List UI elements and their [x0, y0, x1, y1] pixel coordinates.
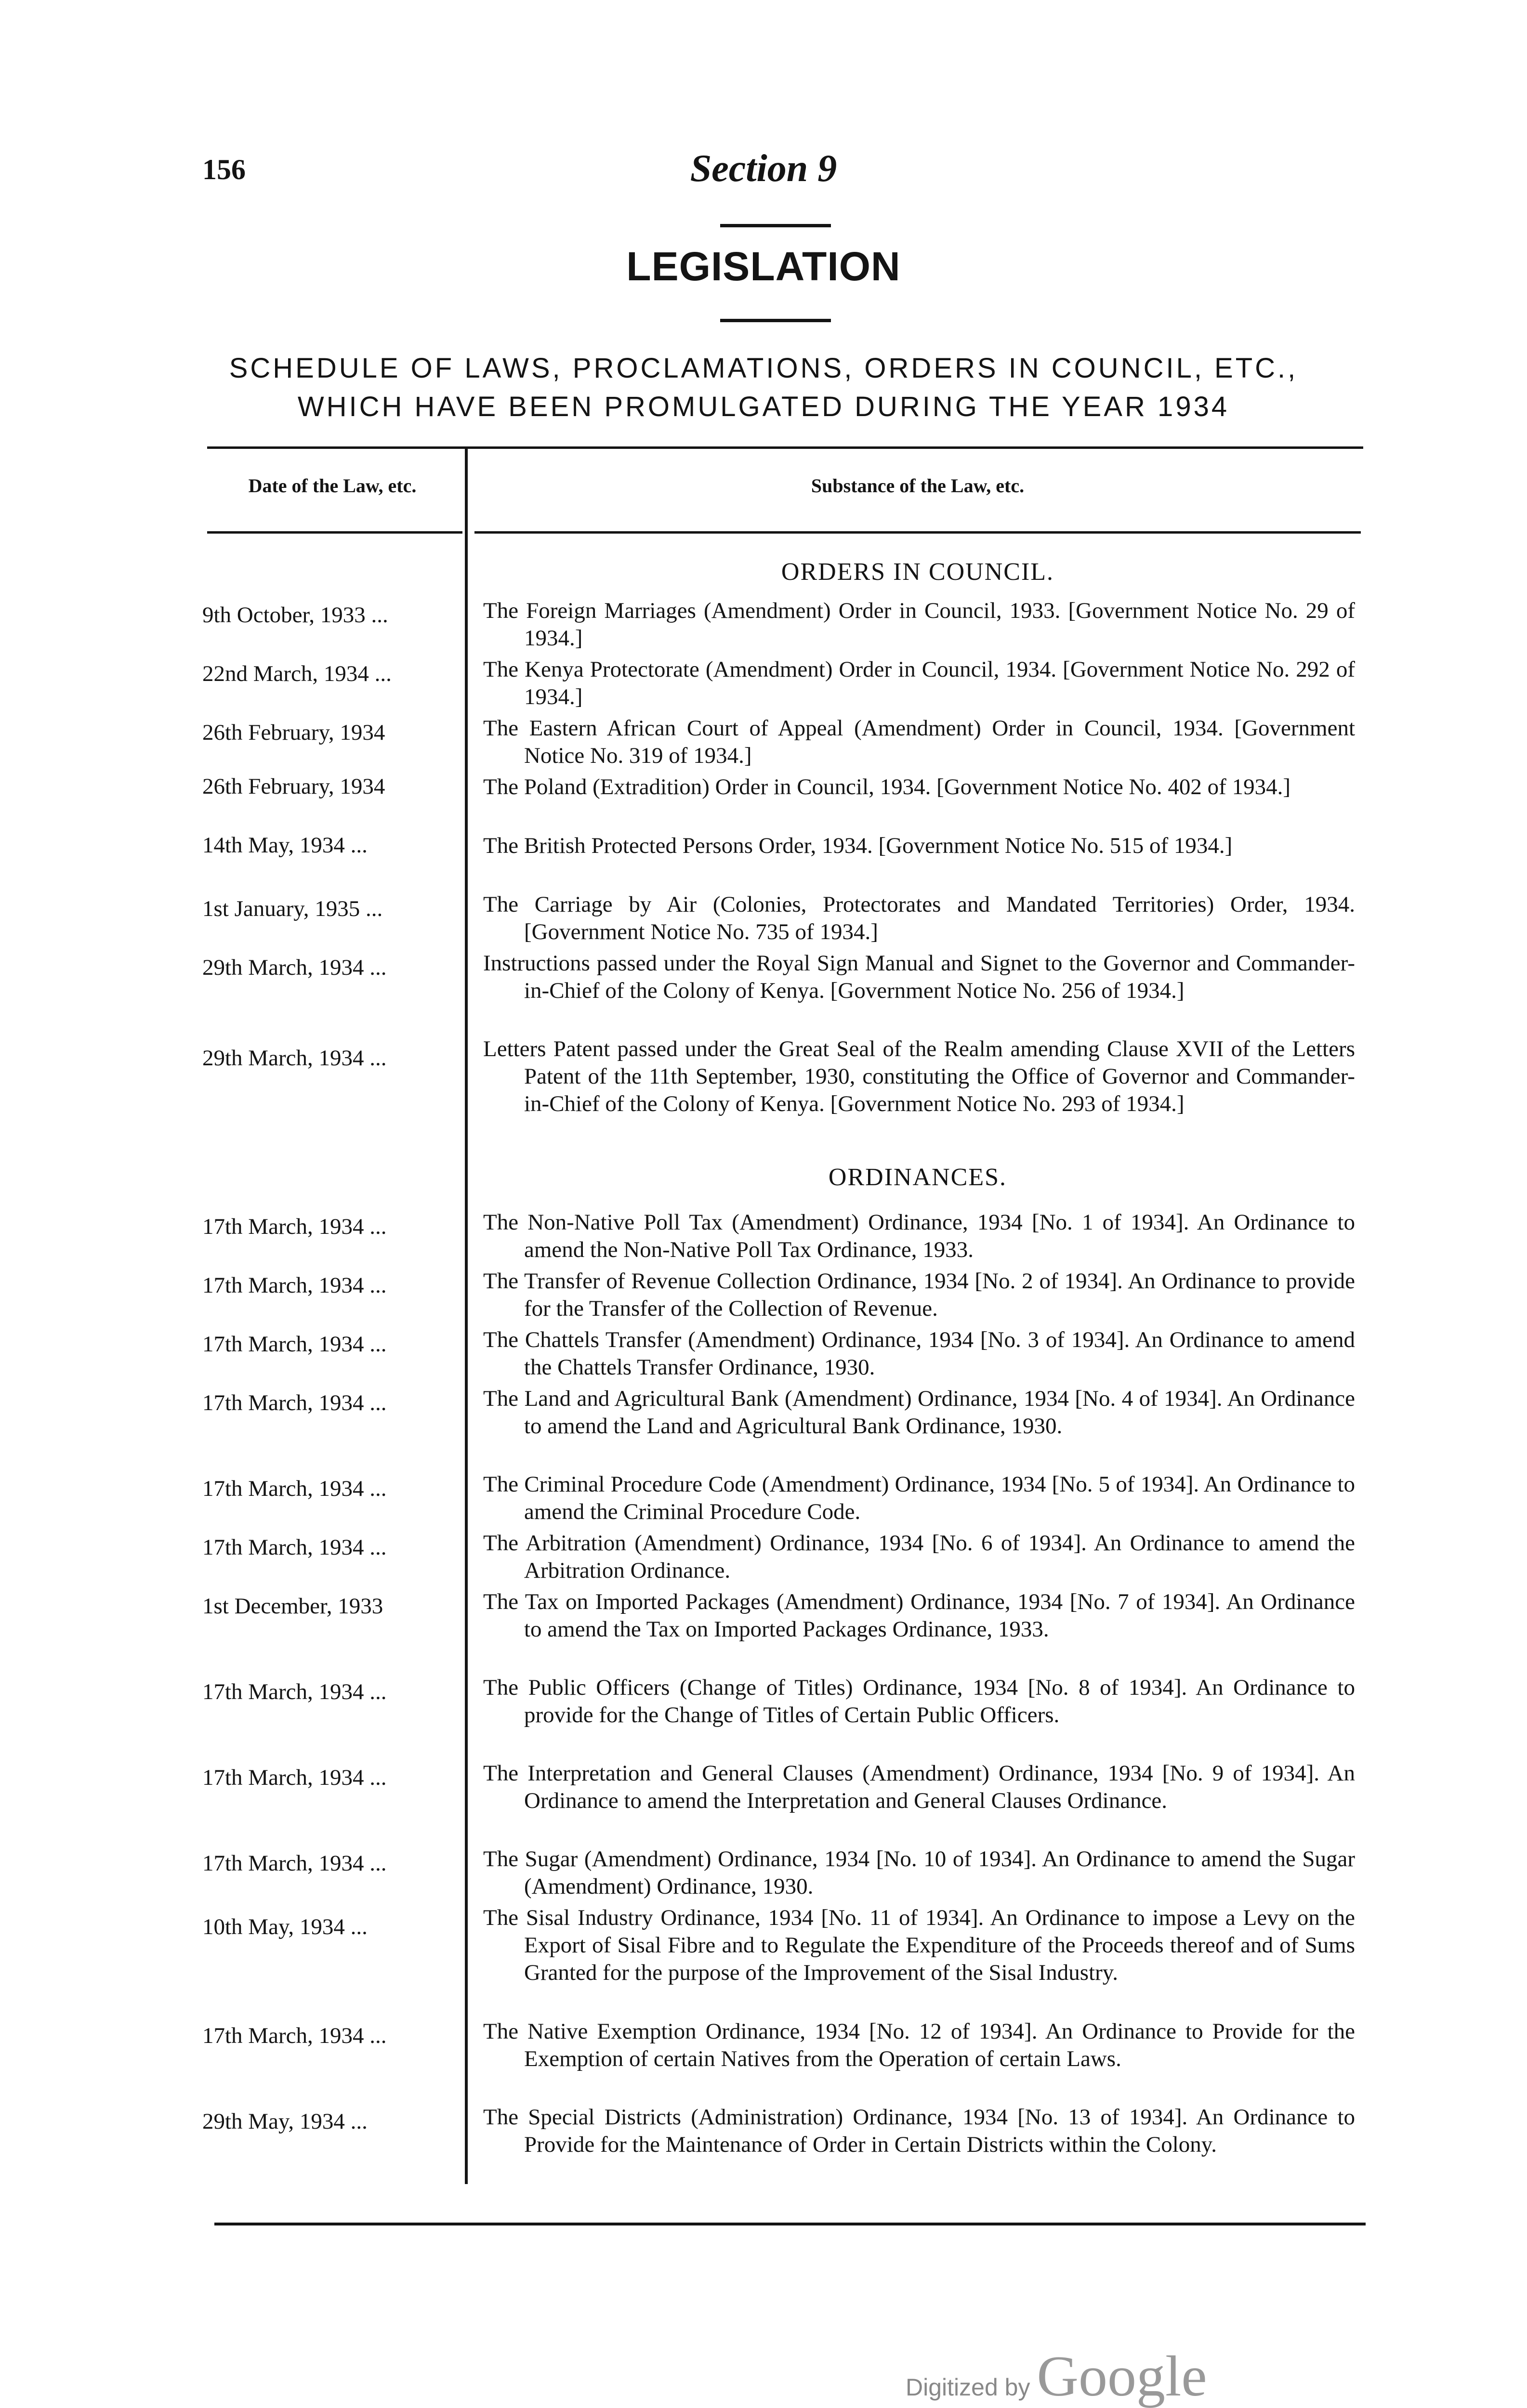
entry-substance: The Transfer of Revenue Collection Ordinance, 1934 [No. 2 of 1934]. An Ordinance to provide for the Transfer of the Collection of Revenue. — [483, 1269, 1355, 1321]
google-logo: Google — [1037, 2344, 1207, 2408]
table-bottom-rule — [214, 2223, 1366, 2225]
entry-date: 9th October, 1933 ... — [202, 602, 388, 628]
entry-substance: The Sisal Industry Ordinance, 1934 [No. 11 of 1934]. An Ordinance to impose a Levy on the Export of Sisal Fibre and to Regulate the Expenditure of the Proceeds thereof and of Sums Granted for the purpose of the Improvement of the Sisal Industry. — [483, 1905, 1355, 1985]
entry-substance: The Kenya Protectorate (Amendment) Order in Council, 1934. [Government Notice No. 292 of 1934.] — [483, 657, 1355, 709]
section-title: Section 9 — [690, 147, 837, 190]
schedule-title-line-1: SCHEDULE OF LAWS, PROCLAMATIONS, ORDERS IN COUNCIL, ETC., — [229, 353, 1298, 384]
entry-date: 14th May, 1934 ... — [202, 833, 368, 858]
entry-substance: The British Protected Persons Order, 1934. [Government Notice No. 515 of 1934.] — [483, 833, 1233, 858]
header-rule-date — [207, 531, 462, 534]
entry-substance: The Criminal Procedure Code (Amendment) Ordinance, 1934 [No. 5 of 1934]. An Ordinance to amend the Criminal Procedure Code. — [483, 1472, 1355, 1524]
entry-substance: The Chattels Transfer (Amendment) Ordinance, 1934 [No. 3 of 1934]. An Ordinance to amend the Chattels Transfer Ordinance, 1930. — [483, 1327, 1355, 1380]
entry-date: 22nd March, 1934 ... — [202, 661, 392, 686]
schedule-title — [0, 349, 1527, 426]
entry-date: 1st January, 1935 ... — [202, 896, 383, 921]
entry-date: 17th March, 1934 ... — [202, 1214, 387, 1239]
entry-substance: The Non-Native Poll Tax (Amendment) Ordinance, 1934 [No. 1 of 1934]. An Ordinance to amend the Non-Native Poll Tax Ordinance, 1933. — [483, 1210, 1355, 1262]
entry-date: 26th February, 1934 — [202, 774, 385, 799]
ordinances-heading: ORDINANCES. — [828, 1164, 1007, 1191]
schedule-title-line-2: WHICH HAVE BEEN PROMULGATED DURING THE YEAR 1934 — [297, 391, 1230, 422]
digitized-by-label: Digitized by — [906, 2374, 1030, 2401]
table-column-divider — [465, 448, 468, 2184]
entry-date: 29th May, 1934 ... — [202, 2109, 368, 2134]
entry-date: 17th March, 1934 ... — [202, 2023, 387, 2048]
entry-date: 17th March, 1934 ... — [202, 1332, 387, 1357]
orders-in-council-heading: ORDERS IN COUNCIL. — [781, 558, 1054, 586]
entry-substance: The Sugar (Amendment) Ordinance, 1934 [No. 10 of 1934]. An Ordinance to amend the Sugar (Amendment) Ordinance, 1930. — [483, 1846, 1355, 1899]
page-title: LEGISLATION — [626, 244, 901, 289]
entry-substance: The Special Districts (Administration) Ordinance, 1934 [No. 13 of 1934]. An Ordinance to Provide for the Maintenance of Order in Certain Districts within the Colony. — [483, 2105, 1355, 2157]
column-header-date: Date of the Law, etc. — [248, 475, 417, 497]
entry-substance: The Tax on Imported Packages (Amendment) Ordinance, 1934 [No. 7 of 1934]. An Ordinance to amend the Tax on Imported Packages Ordinance, 1933. — [483, 1589, 1355, 1642]
digitized-watermark — [906, 2343, 1207, 2408]
entry-date: 17th March, 1934 ... — [202, 1535, 387, 1560]
entry-date: 10th May, 1934 ... — [202, 1914, 368, 1939]
header-rule-substance — [474, 531, 1361, 534]
title-divider-top — [720, 224, 831, 227]
entry-date: 1st December, 1933 — [202, 1594, 383, 1619]
entry-substance: The Poland (Extradition) Order in Council, 1934. [Government Notice No. 402 of 1934.] — [483, 774, 1290, 799]
entry-substance: The Land and Agricultural Bank (Amendment) Ordinance, 1934 [No. 4 of 1934]. An Ordinance to amend the Land and Agricultural Bank Ordinance, 1930. — [483, 1386, 1355, 1439]
entry-date: 26th February, 1934 — [202, 720, 385, 745]
entry-date: 29th March, 1934 ... — [202, 1046, 387, 1071]
entry-date: 17th March, 1934 ... — [202, 1390, 387, 1415]
entry-date: 17th March, 1934 ... — [202, 1851, 387, 1876]
entry-substance: The Native Exemption Ordinance, 1934 [No. 12 of 1934]. An Ordinance to Provide for the Exemption of certain Natives from the Operation of certain Laws. — [483, 2019, 1355, 2071]
entry-substance: Letters Patent passed under the Great Seal of the Realm amending Clause XVII of the Letters Patent of the 11th September, 1930, constituting the Office of Governor and Commander-in-Chief of the Colony of Kenya. [Government Notice No. 293 of 1934.] — [483, 1036, 1355, 1116]
entry-substance: Instructions passed under the Royal Sign Manual and Signet to the Governor and Commander-in-Chief of the Colony of Kenya. [Government Notice No. 256 of 1934.] — [483, 951, 1355, 1003]
table-top-rule — [207, 446, 1363, 449]
entry-substance: The Arbitration (Amendment) Ordinance, 1934 [No. 6 of 1934]. An Ordinance to amend the Arbitration Ordinance. — [483, 1531, 1355, 1583]
column-header-substance: Substance of the Law, etc. — [811, 475, 1025, 497]
entry-date: 17th March, 1934 ... — [202, 1476, 387, 1501]
entry-date: 17th March, 1934 ... — [202, 1679, 387, 1704]
entry-substance: The Foreign Marriages (Amendment) Order in Council, 1933. [Government Notice No. 29 of 1934.] — [483, 598, 1355, 651]
entry-substance: The Public Officers (Change of Titles) Ordinance, 1934 [No. 8 of 1934]. An Ordinance to provide for the Change of Titles of Certain Public Officers. — [483, 1675, 1355, 1727]
entry-substance: The Eastern African Court of Appeal (Amendment) Order in Council, 1934. [Government Notice No. 319 of 1934.] — [483, 716, 1355, 768]
entry-substance: The Carriage by Air (Colonies, Protectorates and Mandated Territories) Order, 1934. [Government Notice No. 735 of 1934.] — [483, 892, 1355, 944]
page-number: 156 — [202, 154, 246, 185]
entry-substance: The Interpretation and General Clauses (Amendment) Ordinance, 1934 [No. 9 of 1934]. An Ordinance to amend the Interpretation and General Clauses Ordinance. — [483, 1761, 1355, 1813]
entry-date: 17th March, 1934 ... — [202, 1273, 387, 1298]
title-divider-bottom — [720, 319, 831, 322]
entry-date: 29th March, 1934 ... — [202, 955, 387, 980]
entry-date: 17th March, 1934 ... — [202, 1765, 387, 1790]
